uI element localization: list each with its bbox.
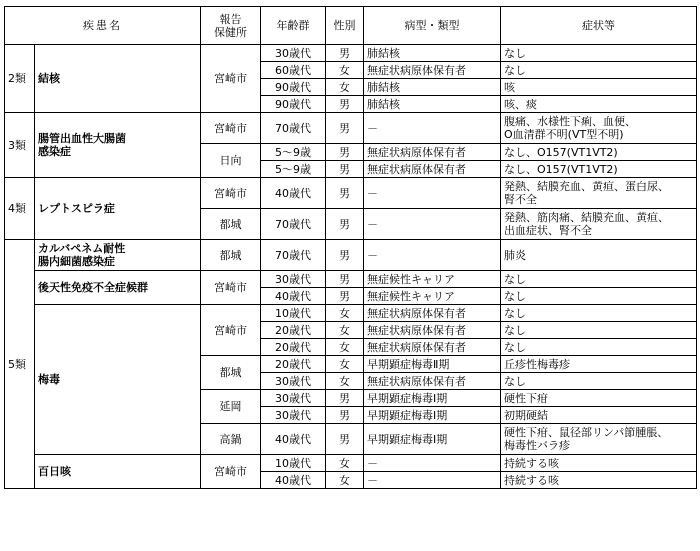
- symptom-cell: なし: [501, 45, 697, 62]
- symptom-cell: 丘疹性梅毒疹: [501, 356, 697, 373]
- office-cell: 宮崎市: [201, 271, 261, 305]
- header-type: 病型・類型: [364, 7, 501, 45]
- symptom-cell: 初期硬結: [501, 407, 697, 424]
- type-cell: －: [364, 240, 501, 271]
- symptom-line2: O血清群不明(VT型不明): [504, 128, 624, 141]
- age-cell: 70歳代: [261, 209, 326, 240]
- age-cell: 30歳代: [261, 407, 326, 424]
- symptom-cell: [501, 209, 697, 240]
- age-cell: 90歳代: [261, 96, 326, 113]
- notifiable-disease-table: [4, 6, 697, 489]
- type-cell: 無症状病原体保有者: [364, 161, 501, 178]
- type-cell: 無症状病原体保有者: [364, 62, 501, 79]
- age-cell: 20歳代: [261, 356, 326, 373]
- sex-cell: 男: [326, 178, 364, 209]
- type-cell: －: [364, 178, 501, 209]
- sex-cell: 女: [326, 62, 364, 79]
- sex-cell: 男: [326, 407, 364, 424]
- sex-cell: 女: [326, 373, 364, 390]
- table-row: [5, 178, 697, 209]
- disease-cre: [35, 240, 201, 271]
- age-cell: 10歳代: [261, 305, 326, 322]
- type-cell: 早期顕症梅毒Ⅰ期: [364, 424, 501, 455]
- type-cell: 早期顕症梅毒Ⅱ期: [364, 356, 501, 373]
- symptom-line1: 硬性下疳、鼠径部リンパ節腫脹、: [504, 426, 669, 439]
- sex-cell: 男: [326, 288, 364, 305]
- age-cell: 40歳代: [261, 424, 326, 455]
- office-cell: 宮崎市: [201, 113, 261, 144]
- class-label-5: 5類: [5, 240, 35, 489]
- age-cell: 40歳代: [261, 288, 326, 305]
- age-cell: 30歳代: [261, 271, 326, 288]
- symptom-cell: なし、O157(VT1VT2): [501, 144, 697, 161]
- sex-cell: 男: [326, 45, 364, 62]
- symptom-cell: [501, 113, 697, 144]
- age-cell: 40歳代: [261, 178, 326, 209]
- symptom-cell: 咳: [501, 79, 697, 96]
- disease-ehec-line1: 腸管出血性大腸菌: [38, 132, 126, 145]
- age-cell: 5～9歳: [261, 161, 326, 178]
- sex-cell: 男: [326, 113, 364, 144]
- symptom-cell: なし: [501, 373, 697, 390]
- age-cell: 30歳代: [261, 373, 326, 390]
- disease-leptospirosis: レプトスピラ症: [35, 178, 201, 240]
- sex-cell: 女: [326, 472, 364, 489]
- symptom-line1: 発熱、筋肉痛、結膜充血、黄疸、: [504, 211, 669, 224]
- header-symptom: 症状等: [501, 7, 697, 45]
- sex-cell: 女: [326, 356, 364, 373]
- header-age: 年齢群: [261, 7, 326, 45]
- type-cell: －: [364, 455, 501, 472]
- office-cell: 延岡: [201, 390, 261, 424]
- office-cell: 宮崎市: [201, 178, 261, 209]
- symptom-line2: 腎不全: [504, 193, 537, 206]
- sex-cell: 女: [326, 455, 364, 472]
- symptom-cell: 持続する咳: [501, 472, 697, 489]
- header-office: [201, 7, 261, 45]
- type-cell: 無症候性キャリア: [364, 271, 501, 288]
- age-cell: 20歳代: [261, 339, 326, 356]
- sex-cell: 女: [326, 339, 364, 356]
- symptom-line2: 出血症状、腎不全: [504, 224, 592, 237]
- sex-cell: 男: [326, 209, 364, 240]
- disease-syphilis: 梅毒: [35, 305, 201, 455]
- table-row: [5, 240, 697, 271]
- table-row: [5, 113, 697, 144]
- symptom-line1: 腹痛、水様性下痢、血便、: [504, 115, 636, 128]
- sex-cell: 男: [326, 144, 364, 161]
- symptom-cell: なし: [501, 271, 697, 288]
- class-label-2: 2類: [5, 45, 35, 113]
- header-office-line2: 保健所: [214, 25, 247, 39]
- age-cell: 90歳代: [261, 79, 326, 96]
- age-cell: 20歳代: [261, 322, 326, 339]
- office-cell: 都城: [201, 240, 261, 271]
- symptom-cell: なし: [501, 62, 697, 79]
- table-row: [5, 455, 697, 472]
- table-row: [5, 45, 697, 62]
- type-cell: 無症状病原体保有者: [364, 144, 501, 161]
- symptom-cell: なし: [501, 339, 697, 356]
- age-cell: 30歳代: [261, 45, 326, 62]
- office-cell: 宮崎市: [201, 45, 261, 113]
- sex-cell: 男: [326, 424, 364, 455]
- symptom-cell: なし: [501, 288, 697, 305]
- symptom-cell: 咳、痰: [501, 96, 697, 113]
- disease-ehec-line2: 感染症: [38, 145, 71, 158]
- type-cell: 肺結核: [364, 79, 501, 96]
- header-row: [5, 7, 697, 45]
- age-cell: 10歳代: [261, 455, 326, 472]
- age-cell: 5～9歳: [261, 144, 326, 161]
- sex-cell: 女: [326, 305, 364, 322]
- type-cell: 早期顕症梅毒Ⅰ期: [364, 390, 501, 407]
- symptom-cell: なし: [501, 322, 697, 339]
- symptom-cell: なし: [501, 305, 697, 322]
- symptom-cell: 肺炎: [501, 240, 697, 271]
- symptom-cell: [501, 424, 697, 455]
- office-cell: 宮崎市: [201, 455, 261, 489]
- sex-cell: 女: [326, 322, 364, 339]
- symptom-cell: [501, 178, 697, 209]
- age-cell: 60歳代: [261, 62, 326, 79]
- disease-tuberculosis: 結核: [35, 45, 201, 113]
- symptom-cell: 持続する咳: [501, 455, 697, 472]
- sex-cell: 男: [326, 240, 364, 271]
- office-cell: 日向: [201, 144, 261, 178]
- type-cell: 無症状病原体保有者: [364, 305, 501, 322]
- age-cell: 40歳代: [261, 472, 326, 489]
- office-cell: 高鍋: [201, 424, 261, 455]
- office-cell: 都城: [201, 356, 261, 390]
- type-cell: －: [364, 113, 501, 144]
- disease-cre-line1: カルバペネム耐性: [38, 242, 126, 255]
- age-cell: 30歳代: [261, 390, 326, 407]
- symptom-line1: 発熱、結膜充血、黄疸、蛋白尿、: [504, 180, 669, 193]
- type-cell: 無症状病原体保有者: [364, 339, 501, 356]
- table-row: [5, 271, 697, 288]
- type-cell: 無症候性キャリア: [364, 288, 501, 305]
- disease-aids: 後天性免疫不全症候群: [35, 271, 201, 305]
- header-sex: 性別: [326, 7, 364, 45]
- type-cell: 無症状病原体保有者: [364, 373, 501, 390]
- symptom-cell: なし、O157(VT1VT2): [501, 161, 697, 178]
- sex-cell: 男: [326, 96, 364, 113]
- disease-ehec: [35, 113, 201, 178]
- office-cell: 都城: [201, 209, 261, 240]
- sex-cell: 男: [326, 161, 364, 178]
- table-row: [5, 305, 697, 322]
- header-disease: 疾患名: [5, 7, 201, 45]
- type-cell: －: [364, 209, 501, 240]
- age-cell: 70歳代: [261, 113, 326, 144]
- type-cell: 早期顕症梅毒Ⅰ期: [364, 407, 501, 424]
- type-cell: 肺結核: [364, 96, 501, 113]
- sex-cell: 男: [326, 390, 364, 407]
- office-cell: 宮崎市: [201, 305, 261, 356]
- type-cell: 無症状病原体保有者: [364, 322, 501, 339]
- type-cell: －: [364, 472, 501, 489]
- disease-pertussis: 百日咳: [35, 455, 201, 489]
- type-cell: 肺結核: [364, 45, 501, 62]
- class-label-3: 3類: [5, 113, 35, 178]
- age-cell: 70歳代: [261, 240, 326, 271]
- header-office-line1: 報告: [219, 12, 242, 26]
- symptom-line2: 梅毒性バラ疹: [504, 439, 570, 452]
- class-label-4: 4類: [5, 178, 35, 240]
- disease-cre-line2: 腸内細菌感染症: [38, 255, 115, 268]
- sex-cell: 男: [326, 271, 364, 288]
- sex-cell: 女: [326, 79, 364, 96]
- symptom-cell: 硬性下疳: [501, 390, 697, 407]
